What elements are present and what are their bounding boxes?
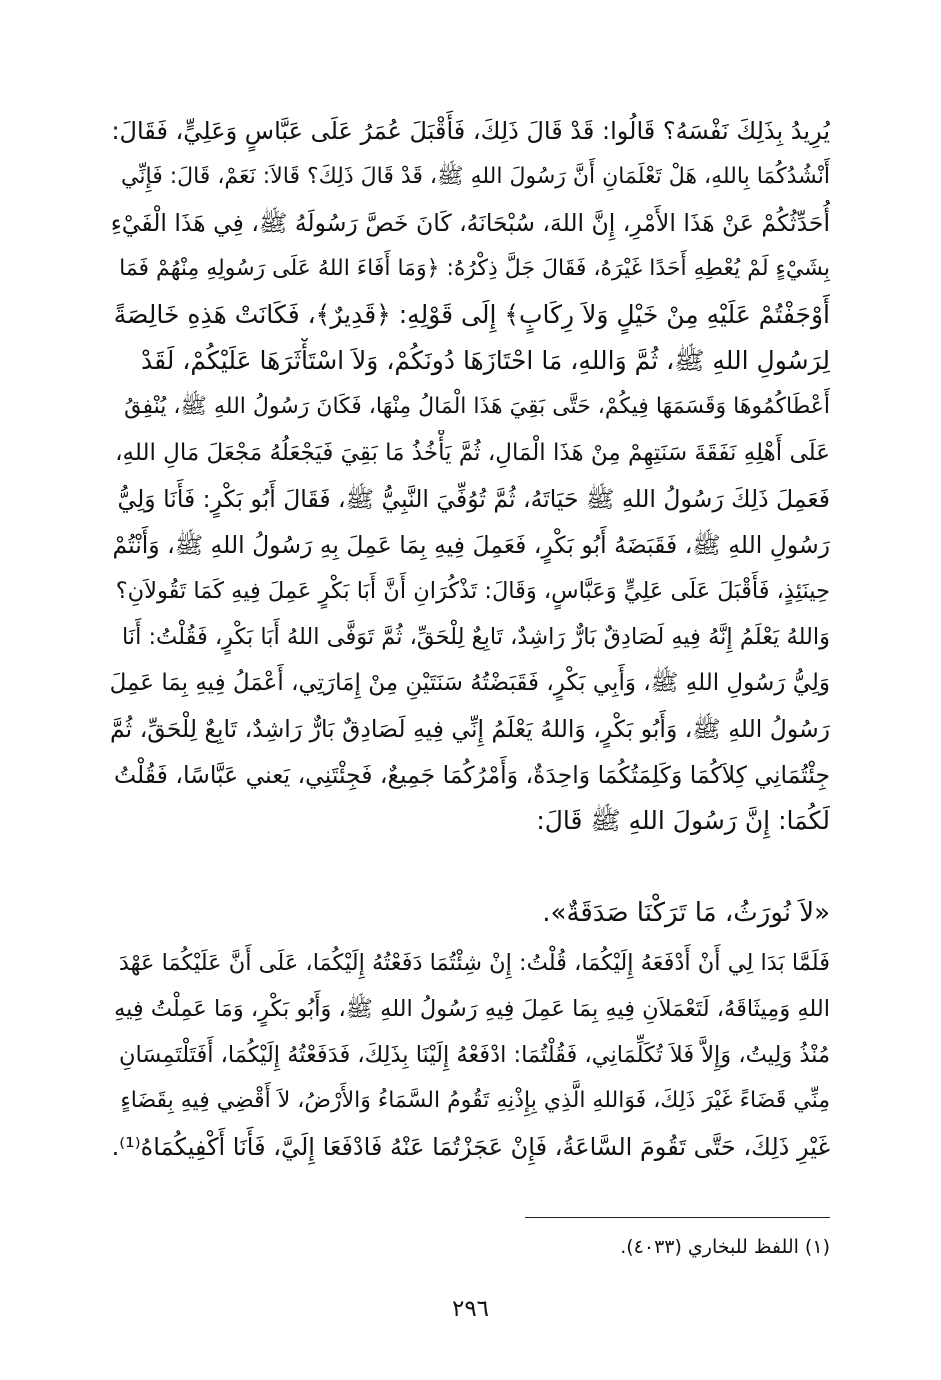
text-line: أُحَدِّثُكُمْ عَنْ هَذَا الأَمْرِ، إِنَّ اللهَ، سُبْحَانَهُ، كَانَ خَصَّ رَسُولَهُ ﷺ، فِي هَذَا الْفَيْءِ bbox=[110, 209, 830, 237]
text-line: رَسُولُ اللهِ ﷺ، وَأَبُو بَكْرٍ، وَاللهُ يَعْلَمُ إِنِّي فِيهِ لَصَادِقٌ بَارٌّ رَاشِدٌ، تَابِعٌ لِلْحَقِّ، ثُمَّ bbox=[110, 715, 830, 743]
text-line: عَلَى أَهْلِهِ نَفَقَةَ سَنَتِهِمْ مِنْ هَذَا الْمَالِ، ثُمَّ يَأْخُذُ مَا بَقِيَ فَيَجْعَلُهُ مَجْعَلَ مَالِ اللهِ، bbox=[115, 440, 830, 466]
text-line: أَوْجَفْتُمْ عَلَيْهِ مِنْ خَيْلٍ وَلاَ رِكَابٍ﴾ إِلَى قَوْلِهِ: ﴿قَدِيرٌ﴾، فَكَانَتْ هَذِهِ خَالِصَةً bbox=[113, 300, 830, 329]
text-line: اللهِ وَمِيثَاقَهُ، لَتَعْمَلاَنِ فِيهِ بِمَا عَمِلَ فِيهِ رَسُولُ اللهِ ﷺ، وَأَبُو بَكْرٍ، وَمَا عَمِلْتُ فِيهِ bbox=[114, 996, 830, 1022]
text-line: حِينَئِذٍ، فَأَقْبَلَ عَلَى عَلِيٍّ وَعَبَّاسٍ، وَقَالَ: تَذْكُرَانِ أَنَّ أَبَا بَكْرٍ عَمِلَ فِيهِ كَمَا تَقُولاَنِ؟ bbox=[115, 578, 830, 604]
text-line: رَسُولِ اللهِ ﷺ، فَقَبَضَهُ أَبُو بَكْرٍ، فَعَمِلَ فِيهِ بِمَا عَمِلَ بِهِ رَسُولُ اللهِ ﷺ، وَأَنْتُمْ bbox=[112, 531, 830, 559]
footnote-divider bbox=[525, 1217, 830, 1218]
hadith-quote: «لاَ نُورَثُ، مَا تَرَكْنَا صَدَقَةٌ». bbox=[542, 898, 830, 928]
text-line: لِرَسُولِ اللهِ ﷺ، ثُمَّ وَاللهِ، مَا احْتَازَهَا دُونَكُمْ، وَلاَ اسْتَأْثَرَهَا عَلَيْكُمْ، لَقَدْ bbox=[140, 346, 830, 375]
page-number: ٢٩٦ bbox=[451, 1296, 490, 1322]
text-line: يُرِيدُ بِذَلِكَ نَفْسَهُ؟ قَالُوا: قَدْ قَالَ ذَلِكَ، فَأَقْبَلَ عُمَرُ عَلَى عَبَّاسٍ وَعَلِيٍّ، فَقَالَ: bbox=[111, 117, 830, 145]
text-line: أَنْشُدُكُمَا بِاللهِ، هَلْ تَعْلَمَانِ أَنَّ رَسُولَ اللهِ ﷺ، قَدْ قَالَ ذَلِكَ؟ قَالاَ: نَعَمْ، قَالَ: فَإِنِّي bbox=[121, 164, 830, 189]
text-line: فَعَمِلَ ذَلِكَ رَسُولُ اللهِ ﷺ حَيَاتَهُ، ثُمَّ تُوُفِّيَ النَّبِيُّ ﷺ، فَقَالَ أَبُو بَكْرٍ: فَأَنَا وَلِيُّ bbox=[117, 485, 830, 513]
text-line: غَيْرِ ذَلِكَ، حَتَّى تَقُومَ السَّاعَةُ، فَإِنْ عَجَزْتُمَا عَنْهُ فَادْفَعَا إِلَيَّ، فَأَنَا أَكْفِيكُمَاهُ⁽¹⁾. bbox=[111, 1133, 830, 1161]
text-line: وَاللهُ يَعْلَمُ إِنَّهُ فِيهِ لَصَادِقٌ بَارٌّ رَاشِدٌ، تَابِعٌ لِلْحَقِّ، ثُمَّ تَوَفَّى اللهُ أَبَا بَكْرٍ، فَقُلْتُ: أَنَا bbox=[121, 624, 830, 650]
text-line: فَلَمَّا بَدَا لِي أَنْ أَدْفَعَهُ إِلَيْكُمَا، قُلْتُ: إِنْ شِئْتُمَا دَفَعْتُهُ إِلَيْكُمَا، عَلَى أَنَّ عَلَيْكُمَا عَهْدَ bbox=[118, 950, 830, 976]
text-line: أَعْطَاكُمُوهَا وَقَسَمَهَا فِيكُمْ، حَتَّى بَقِيَ هَذَا الْمَالُ مِنْهَا، فَكَانَ رَسُولُ اللهِ ﷺ، يُنْفِقُ bbox=[124, 394, 830, 419]
text-line: مِنِّي قَضَاءً غَيْرَ ذَلِكَ، فَوَاللهِ الَّذِي بِإِذْنِهِ تَقُومُ السَّمَاءُ وَالأَرْضُ، لاَ أَقْضِي فِيهِ بِقَضَاءٍ bbox=[120, 1088, 830, 1113]
text-line: لَكُمَا: إِنَّ رَسُولَ اللهِ ﷺ قَالَ: bbox=[536, 806, 830, 835]
text-line: جِئْتُمَانِي كِلاَكُمَا وَكَلِمَتُكُمَا وَاحِدَةٌ، وَأَمْرُكُمَا جَمِيعٌ، فَجِئْتَنِي، يَعني عَبَّاسًا، فَقُلْتُ bbox=[113, 761, 830, 789]
text-line: بِشَيْءٍ لَمْ يُعْطِهِ أَحَدًا غَيْرَهُ، فَقَالَ جَلَّ ذِكْرُهُ: ﴿وَمَا أَفَاءَ اللهُ عَلَى رَسُولِهِ مِنْهُمْ فَمَا bbox=[119, 256, 830, 281]
text-line: وَلِيُّ رَسُولِ اللهِ ﷺ، وَأَبِي بَكْرٍ، فَقَبَضْتُهُ سَنَتَيْنِ مِنْ إِمَارَتِي، أَعْمَلُ فِيهِ بِمَا عَمِلَ bbox=[110, 670, 830, 696]
footnote: (١) اللفظ للبخاري (٤٠٣٣). bbox=[620, 1236, 830, 1258]
text-line: مُنْذُ وَلِيتُ، وَإِلاَّ فَلاَ تُكَلِّمَانِي، فَقُلْتُمَا: ادْفَعْهُ إِلَيْنَا بِذَلِكَ، فَدَفَعْتُهُ إِلَيْكُمَا، أَفَتَلْتَمِسَانِ bbox=[118, 1042, 830, 1068]
paragraph-closing bbox=[110, 940, 830, 1170]
paragraph-main bbox=[110, 108, 830, 844]
